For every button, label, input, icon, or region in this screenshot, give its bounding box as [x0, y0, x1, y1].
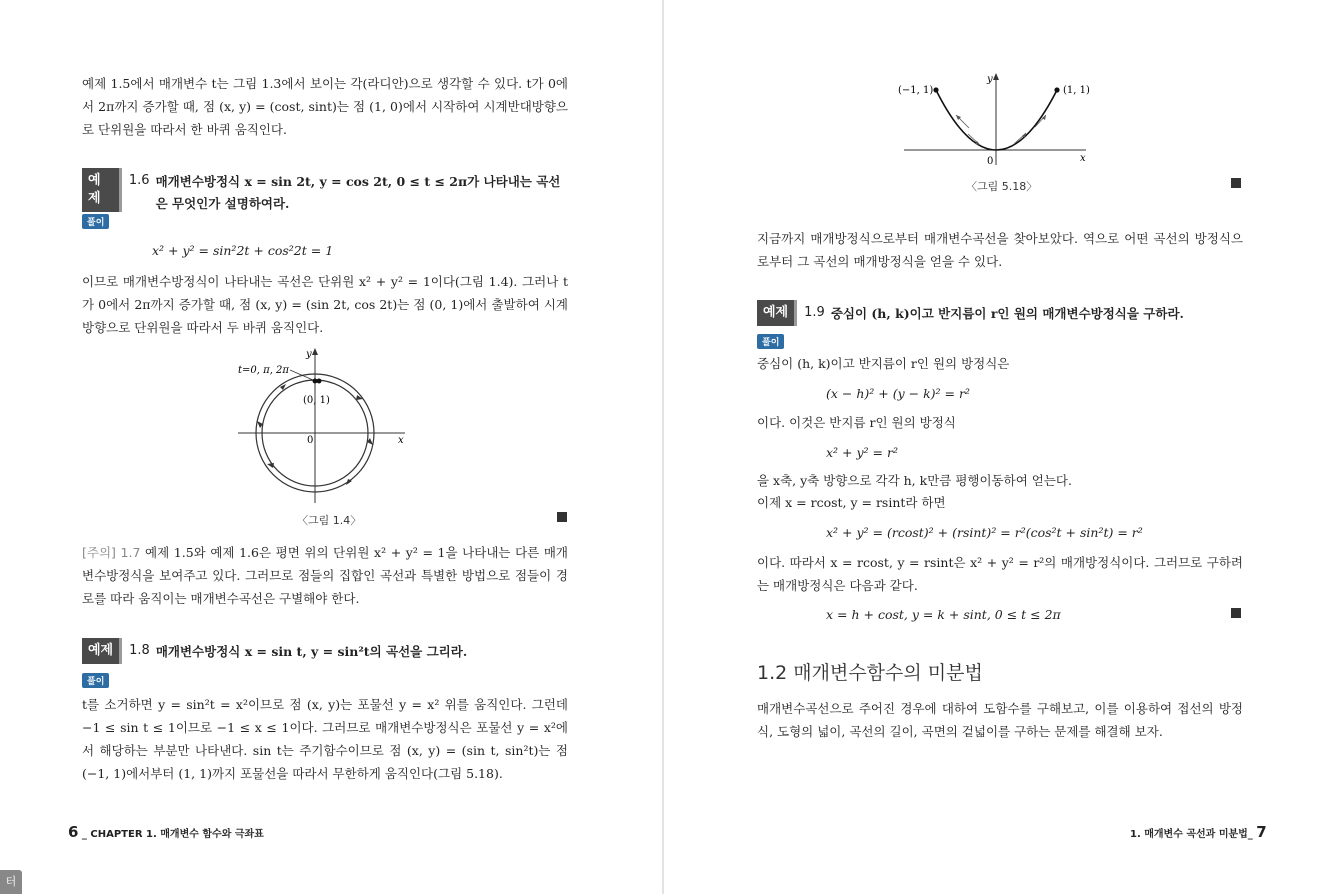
example-number: 1.6 — [128, 173, 150, 188]
example-1-9-header — [757, 300, 1247, 326]
right-intro-paragraph: 지금까지 매개방정식으로부터 매개변수곡선을 찾아보았다. 역으로 어떤 곡선의 방정식으로부터 그 곡선의 매개방정식을 얻을 수 있다. — [757, 231, 1243, 269]
x-axis-label: x — [398, 435, 404, 446]
origin-label: 0 — [987, 156, 994, 167]
example-number: 1.9 — [804, 305, 825, 320]
section-body: 매개변수곡선으로 주어진 경우에 대하여 도함수를 구해보고, 이를 이용하여 접선의 방정식, 도형의 넓이, 곡선의 길이, 곡면의 겉넓이를 구하는 문제를 해결해 보자. — [757, 701, 1243, 739]
line-conclusion: 이다. 따라서 x = rcost, y = rsint은 x² + y² = r²의 매개방정식이다. 그러므로 구하려는 매개방정식은 다음과 같다. — [757, 555, 1243, 593]
y-axis-label: y — [987, 74, 993, 85]
qed-mark — [1231, 608, 1241, 618]
figure-1-4-caption: 〈그림 1.4〉 — [297, 514, 362, 527]
corner-tab[interactable]: 터 — [0, 870, 22, 894]
example-badge: 예제 — [757, 300, 797, 326]
origin-label: 0 — [307, 435, 314, 446]
line-center-radius: 중심이 (h, k)이고 반지름이 r인 원의 방정식은 — [757, 356, 1010, 371]
example-number: 1.8 — [129, 643, 150, 658]
left-footer — [68, 823, 264, 841]
qed-mark — [557, 512, 567, 522]
chapter-title: _ CHAPTER 1. 매개변수 함수와 극좌표 — [81, 829, 264, 840]
left-page — [0, 0, 662, 894]
equation-identity: x² + y² = (rcost)² + (rsint)² = r²(cos²t + sin²t) = r² — [826, 525, 1143, 540]
example-1-8-header — [82, 638, 572, 664]
x-axis-label: x — [1080, 153, 1086, 164]
chapter-title: 1. 매개변수 곡선과 미분법_ — [1130, 829, 1253, 840]
left-point-label: (−1, 1) — [898, 85, 934, 96]
equation-circle-origin: x² + y² = r² — [826, 445, 898, 460]
equation-parametric-result: x = h + cost, y = k + sint, 0 ≤ t ≤ 2π — [826, 607, 1061, 622]
example-badge: 예제 — [82, 638, 122, 664]
example-statement: 매개변수방정식 x = sin t, y = sin²t의 곡선을 그리라. — [155, 644, 468, 659]
point-label: (0, 1) — [303, 395, 330, 406]
solution-badge: 풀이 — [757, 334, 784, 349]
equation-unit-circle: x² + y² = sin²2t + cos²2t = 1 — [152, 243, 334, 258]
figure-1-4-unit-circle — [230, 343, 415, 508]
page-number: 7 — [1256, 823, 1267, 841]
point-1-1 — [1054, 87, 1059, 92]
note-1-7 — [82, 541, 568, 610]
right-page — [664, 0, 1328, 894]
example-1-6-body: 이므로 매개변수방정식이 나타내는 곡선은 단위원 x² + y² = 1이다(그림 1.4). 그러나 t가 0에서 2π까지 증가할 때, 점 (x, y) = (sin 2t, cos 2t)는 점 (0, 1)에서 출발하여 시계방향으로 단위원을 따라서 두 바퀴 움직인다. — [82, 274, 568, 335]
equation-circle-shifted: (x − h)² + (y − k)² = r² — [826, 386, 970, 401]
line-radius-circle: 이다. 이것은 반지름 r인 원의 방정식 — [757, 415, 956, 430]
section-heading: 1.2 매개변수함수의 미분법 — [757, 662, 983, 684]
t-label: t=0, π, 2π — [238, 365, 289, 376]
note-label: [주의] 1.7 — [82, 545, 141, 560]
qed-mark — [1231, 178, 1241, 188]
solution-badge: 풀이 — [82, 673, 109, 688]
figure-5-18-parabola — [896, 70, 1096, 172]
y-axis-label: y — [306, 349, 312, 360]
example-badge: 예제 — [82, 168, 122, 212]
figure-5-18-caption: 〈그림 5.18〉 — [966, 180, 1038, 193]
point-neg1-1 — [933, 87, 938, 92]
intro-paragraph: 예제 1.5에서 매개변수 t는 그림 1.3에서 보이는 각(라디안)으로 생각할 수 있다. t가 0에서 2π까지 증가할 때, 점 (x, y) = (cost, sint)는 점 (1, 0)에서 시작하여 시계반대방향으로 단위원을 따라서 한 바퀴 움직인다. — [82, 76, 568, 137]
example-statement: 중심이 (h, k)이고 반지름이 r인 원의 매개변수방정식을 구하라. — [830, 306, 1184, 321]
line-translation: 을 x축, y축 방향으로 각각 h, k만큼 평행이동하여 얻는다. — [757, 473, 1072, 488]
example-1-8-body: t를 소거하면 y = sin²t = x²이므로 점 (x, y)는 포물선 y = x² 위를 움직인다. 그런데 −1 ≤ sin t ≤ 1이므로 −1 ≤ x ≤ 1이다. 그러므로 매개변수방정식은 포물선 y = x²에서 해당하는 부분만 나타낸다. sin t는 주기함수이므로 점 (x, y) = (sin t, sin²t)는 점 (−1, 1)에서부터 (1, 1)까지 포물선을 따라서 무한하게 움직인다(그림 5.18). — [82, 697, 568, 781]
right-point-label: (1, 1) — [1063, 85, 1090, 96]
example-1-6-header — [82, 168, 572, 215]
right-footer — [1130, 823, 1267, 841]
solution-badge: 풀이 — [82, 214, 109, 229]
note-text: 예제 1.5와 예제 1.6은 평면 위의 단위원 x² + y² = 1을 나타내는 다른 매개변수방정식을 보여주고 있다. 그러므로 점들의 집합인 곡선과 특별한 방법으로 점들이 경로를 따라 움직이는 매개변수곡선은 구별해야 한다. — [82, 545, 569, 606]
line-substitution: 이제 x = rcost, y = rsint라 하면 — [757, 495, 946, 510]
page-number: 6 — [68, 823, 79, 841]
example-statement: 매개변수방정식 x = sin 2t, y = cos 2t, 0 ≤ t ≤ 2π가 나타내는 곡선은 무엇인가 설명하여라. — [155, 174, 561, 211]
